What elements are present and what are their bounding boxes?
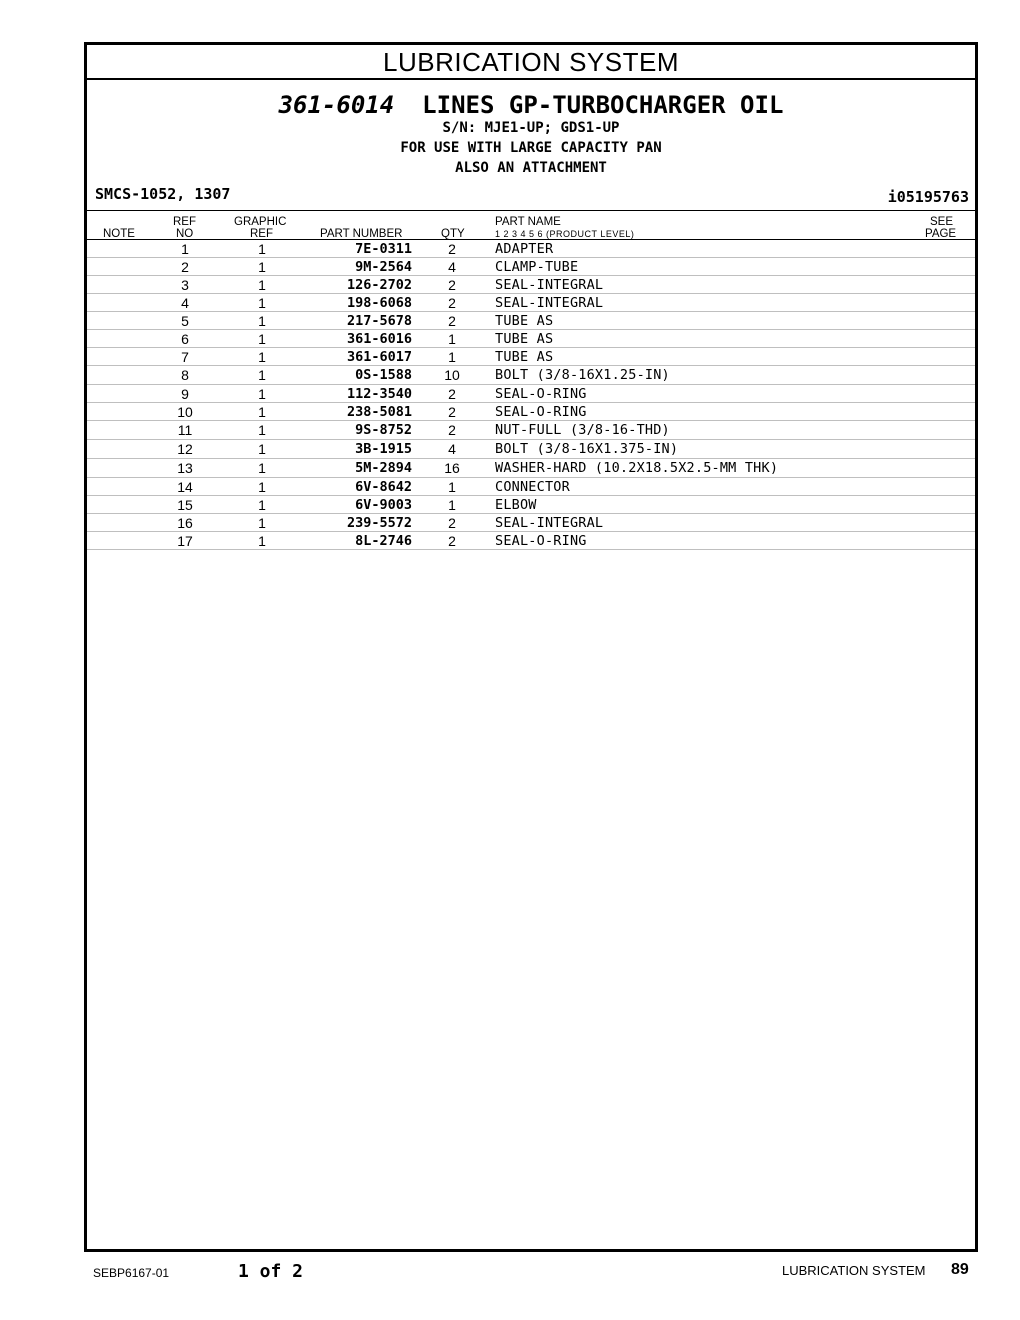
- group-number: 361-6014: [278, 91, 395, 119]
- ref-no: 8: [181, 367, 189, 383]
- col-graphic-line1: GRAPHIC: [234, 216, 287, 228]
- ref-no: 4: [181, 295, 189, 311]
- part-number: 198-6068: [346, 295, 412, 311]
- col-part-number: PART NUMBER: [320, 228, 403, 240]
- col-note: NOTE: [103, 228, 135, 240]
- part-name: NUT-FULL (3/8-16-THD): [495, 422, 670, 438]
- column-headers: [87, 211, 975, 240]
- ref-no: 6: [181, 331, 189, 347]
- part-name: CLAMP-TUBE: [495, 259, 579, 275]
- part-name: SEAL-O-RING: [495, 404, 587, 420]
- part-number: 361-6017: [346, 349, 412, 365]
- table-row: [87, 403, 975, 421]
- section-title: LUBRICATION SYSTEM: [87, 45, 975, 80]
- part-number: 9S-8752: [355, 422, 412, 438]
- table-row: [87, 514, 975, 532]
- graphic-ref: 1: [258, 241, 266, 257]
- part-name: SEAL-O-RING: [495, 386, 587, 402]
- graphic-ref: 1: [258, 295, 266, 311]
- graphic-ref: 1: [258, 515, 266, 531]
- ref-no: 5: [181, 313, 189, 329]
- part-number: 7E-0311: [355, 241, 412, 257]
- col-see-line2: PAGE: [925, 228, 957, 240]
- part-number: 239-5572: [346, 515, 412, 531]
- part-name: BOLT (3/8-16X1.375-IN): [495, 441, 679, 457]
- col-qty: QTY: [441, 228, 465, 240]
- table-row: [87, 440, 975, 459]
- graphic-ref: 1: [258, 277, 266, 293]
- graphic-ref: 1: [258, 441, 266, 457]
- graphic-ref: 1: [258, 349, 266, 365]
- part-name: ELBOW: [495, 497, 537, 513]
- part-name: SEAL-O-RING: [495, 533, 587, 549]
- part-number: 238-5081: [346, 404, 412, 420]
- table-row: [87, 330, 975, 348]
- part-number: 6V-9003: [355, 497, 412, 513]
- col-see-line1: SEE: [930, 216, 954, 228]
- table-row: [87, 312, 975, 330]
- qty: 16: [444, 460, 460, 476]
- ref-no: 9: [181, 386, 189, 402]
- part-name: CONNECTOR: [495, 479, 570, 495]
- ref-no: 11: [177, 422, 193, 438]
- ref-no: 12: [177, 441, 193, 457]
- qty: 1: [448, 497, 456, 513]
- graphic-ref: 1: [258, 367, 266, 383]
- illustration-id: i05195763: [887, 188, 969, 206]
- qty: 2: [448, 404, 456, 420]
- ref-no: 16: [177, 515, 193, 531]
- ref-no: 13: [177, 460, 193, 476]
- attachment-note: ALSO AN ATTACHMENT: [455, 160, 607, 176]
- graphic-ref: 1: [258, 404, 266, 420]
- group-title: [87, 92, 975, 118]
- part-name: TUBE AS: [495, 349, 554, 365]
- ref-no: 7: [181, 349, 189, 365]
- col-ref-line1: REF: [173, 216, 196, 228]
- qty: 4: [448, 259, 456, 275]
- qty: 2: [448, 515, 456, 531]
- parts-page-frame: [84, 42, 978, 1252]
- col-graphic-line2: REF: [250, 228, 273, 240]
- ref-no: 15: [177, 497, 193, 513]
- graphic-ref: 1: [258, 533, 266, 549]
- qty: 1: [448, 349, 456, 365]
- part-name: WASHER-HARD (10.2X18.5X2.5-MM THK): [495, 460, 779, 476]
- usage-note: FOR USE WITH LARGE CAPACITY PAN: [400, 140, 662, 156]
- smcs-code: SMCS-1052, 1307: [95, 185, 231, 203]
- part-number: 6V-8642: [355, 479, 412, 495]
- graphic-ref: 1: [258, 479, 266, 495]
- graphic-ref: 1: [258, 259, 266, 275]
- serial-range: S/N: MJE1-UP; GDS1-UP: [442, 120, 620, 136]
- col-product-levels: 1 2 3 4 5 6 (PRODUCT LEVEL): [495, 229, 635, 239]
- ref-no: 17: [177, 533, 193, 549]
- footer-section-title: LUBRICATION SYSTEM: [782, 1263, 926, 1278]
- table-row: [87, 276, 975, 294]
- graphic-ref: 1: [258, 331, 266, 347]
- parts-list: [87, 240, 975, 550]
- col-ref-line2: NO: [176, 228, 194, 240]
- col-part-name: PART NAME: [495, 216, 561, 228]
- part-name: SEAL-INTEGRAL: [495, 277, 604, 293]
- qty: 10: [444, 367, 460, 383]
- qty: 2: [448, 386, 456, 402]
- ref-no: 1: [181, 241, 189, 257]
- part-number: 8L-2746: [355, 533, 412, 549]
- graphic-ref: 1: [258, 497, 266, 513]
- part-number: 0S-1588: [355, 367, 412, 383]
- qty: 4: [448, 441, 456, 457]
- group-header: [87, 80, 975, 211]
- part-number: 126-2702: [346, 277, 412, 293]
- qty: 2: [448, 313, 456, 329]
- table-row: [87, 348, 975, 366]
- ref-no: 14: [177, 479, 193, 495]
- part-number: 112-3540: [346, 386, 412, 402]
- part-name: SEAL-INTEGRAL: [495, 515, 604, 531]
- table-row: [87, 240, 975, 258]
- table-row: [87, 421, 975, 440]
- ref-no: 10: [177, 404, 193, 420]
- table-row: [87, 478, 975, 496]
- part-number: 9M-2564: [355, 259, 412, 275]
- table-row: [87, 459, 975, 478]
- ref-no: 3: [181, 277, 189, 293]
- part-name: TUBE AS: [495, 331, 554, 347]
- document-id: SEBP6167-01: [93, 1266, 170, 1280]
- qty: 2: [448, 277, 456, 293]
- part-number: 3B-1915: [355, 441, 412, 457]
- qty: 1: [448, 479, 456, 495]
- graphic-ref: 1: [258, 386, 266, 402]
- table-row: [87, 294, 975, 312]
- table-row: [87, 258, 975, 276]
- graphic-ref: 1: [258, 313, 266, 329]
- table-row: [87, 532, 975, 550]
- qty: 2: [448, 295, 456, 311]
- table-row: [87, 366, 975, 385]
- qty: 2: [448, 422, 456, 438]
- page-of-count: 1 of 2: [238, 1261, 304, 1282]
- graphic-ref: 1: [258, 460, 266, 476]
- table-row: [87, 496, 975, 514]
- part-number: 5M-2894: [355, 460, 412, 476]
- graphic-ref: 1: [258, 422, 266, 438]
- part-name: BOLT (3/8-16X1.25-IN): [495, 367, 670, 383]
- part-number: 217-5678: [346, 313, 412, 329]
- qty: 1: [448, 331, 456, 347]
- qty: 2: [448, 533, 456, 549]
- part-number: 361-6016: [346, 331, 412, 347]
- group-name: LINES GP-TURBOCHARGER OIL: [422, 91, 784, 119]
- ref-no: 2: [181, 259, 189, 275]
- part-name: TUBE AS: [495, 313, 554, 329]
- page-number: 89: [951, 1261, 969, 1278]
- part-name: ADAPTER: [495, 241, 554, 257]
- table-row: [87, 385, 975, 403]
- part-name: SEAL-INTEGRAL: [495, 295, 604, 311]
- qty: 2: [448, 241, 456, 257]
